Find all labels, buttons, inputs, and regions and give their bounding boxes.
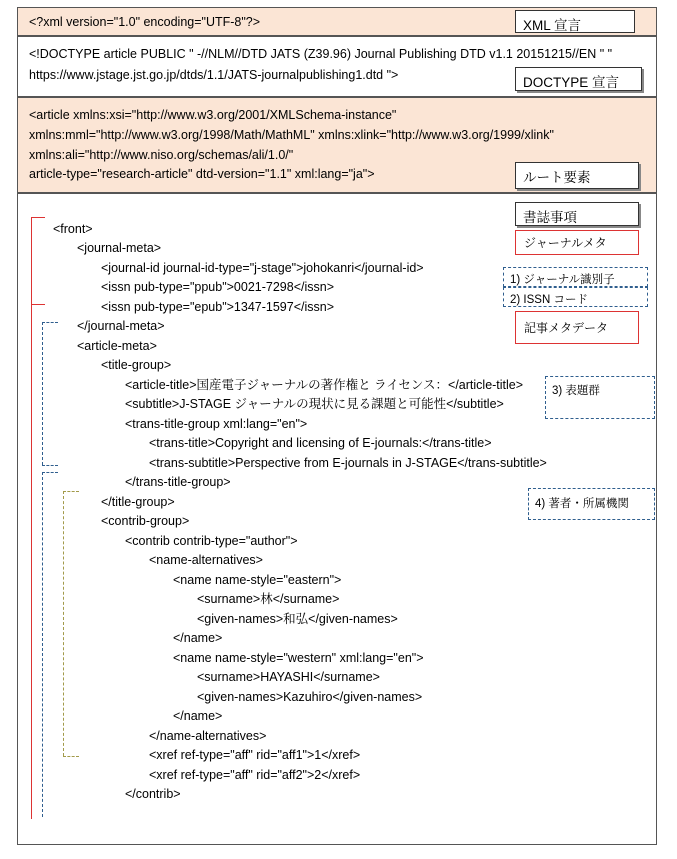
contrib-bracket-blue-top — [42, 472, 58, 473]
code-line: <given-names>Kazuhiro</given-names> — [197, 690, 423, 704]
code-line: </title-group> — [101, 495, 175, 509]
code-line: </name> — [173, 631, 223, 645]
code-line: <given-names>和弘</given-names> — [197, 612, 398, 626]
title-group-bracket — [42, 322, 43, 465]
code-line: <title-group> — [101, 358, 172, 372]
title-group-bracket-bottom — [42, 465, 58, 466]
root-line-2: xmlns:mml="http://www.w3.org/1998/Math/MathML" xmlns:xlink="http://www.w3.org/1999/xlink" — [29, 128, 554, 142]
contrib-bracket-blue — [42, 472, 43, 817]
title-group-bracket-top — [42, 322, 58, 323]
root-element-section — [17, 97, 657, 193]
article-meta-label: 記事メタデータ — [515, 311, 639, 344]
code-line: <trans-subtitle>Perspective from E-journals in J-STAGE</trans-subtitle> — [149, 456, 547, 470]
code-line: <issn pub-type="ppub">0021-7298</issn> — [101, 280, 335, 294]
root-element-label: ルート要素 — [515, 162, 639, 189]
code-line: <article-title>国産電子ジャーナルの著作権と ライセンス：</article-title> — [125, 378, 524, 392]
code-line: <subtitle>J-STAGE ジャーナルの現状に見る課題と可能性</subtitle> — [125, 397, 504, 411]
code-line: </name-alternatives> — [149, 729, 267, 743]
issn-label: 2) ISSN コード — [503, 287, 648, 307]
xml-declaration-label: XML 宣言 — [515, 10, 635, 33]
root-line-3: xmlns:ali="http://www.niso.org/schemas/ali/1.0/" — [29, 148, 294, 162]
bibliographic-info-label: 書誌事項 — [515, 202, 639, 226]
code-line: <front> — [53, 222, 93, 236]
code-line: <article-meta> — [77, 339, 157, 353]
code-line: <journal-meta> — [77, 241, 162, 255]
contrib-bracket-bottom — [63, 756, 79, 757]
code-line: <xref ref-type="aff" rid="aff2">2</xref> — [149, 768, 361, 782]
journal-meta-bracket — [31, 217, 32, 307]
contrib-bracket-top — [63, 491, 79, 492]
xml-declaration-section — [17, 7, 657, 36]
code-line: </journal-meta> — [77, 319, 165, 333]
code-line: <surname>HAYASHI</surname> — [197, 670, 380, 684]
code-line: <xref ref-type="aff" rid="aff1">1</xref> — [149, 748, 361, 762]
code-line: </contrib> — [125, 787, 181, 801]
article-meta-bracket — [31, 304, 32, 819]
code-line: <issn pub-type="epub">1347-1597</issn> — [101, 300, 335, 314]
front-matter-section — [17, 193, 657, 845]
journal-meta-bracket-top — [31, 217, 45, 218]
xml-declaration-text: <?xml version="1.0" encoding="UTF-8"?> — [29, 15, 261, 29]
contrib-bracket — [63, 491, 64, 756]
root-line-1: <article xmlns:xsi="http://www.w3.org/2001/XMLSchema-instance" — [29, 108, 397, 122]
article-meta-bracket-top — [31, 304, 45, 305]
code-line: <contrib contrib-type="author"> — [125, 534, 298, 548]
code-line: <trans-title>Copyright and licensing of E-journals:</trans-title> — [149, 436, 492, 450]
contrib-label: 4) 著者・所属機関 — [528, 488, 655, 520]
journal-meta-label: ジャーナルメタ — [515, 230, 639, 255]
code-line: <surname>林</surname> — [197, 592, 340, 606]
doctype-section — [17, 36, 657, 97]
doctype-line-1: <!DOCTYPE article PUBLIC " -//NLM//DTD JATS (Z39.96) Journal Publishing DTD v1.1 20151215//EN " " — [29, 47, 613, 61]
code-line: <journal-id journal-id-type="j-stage">johokanri</journal-id> — [101, 261, 424, 275]
root-line-4: article-type="research-article" dtd-version="1.1" xml:lang="ja"> — [29, 167, 375, 181]
code-line: <name-alternatives> — [149, 553, 263, 567]
doctype-label: DOCTYPE 宣言 — [515, 67, 642, 91]
code-line: </name> — [173, 709, 223, 723]
code-line: <trans-title-group xml:lang="en"> — [125, 417, 308, 431]
doctype-line-2: https://www.jstage.jst.go.jp/dtds/1.1/JATS-journalpublishing1.dtd "> — [29, 68, 399, 82]
journal-id-label: 1) ジャーナル識別子 — [503, 267, 648, 287]
title-group-label: 3) 表題群 — [545, 376, 655, 419]
code-line: <name name-style="eastern"> — [173, 573, 342, 587]
code-line: <contrib-group> — [101, 514, 190, 528]
code-line: <name name-style="western" xml:lang="en"> — [173, 651, 424, 665]
code-line: </trans-title-group> — [125, 475, 231, 489]
